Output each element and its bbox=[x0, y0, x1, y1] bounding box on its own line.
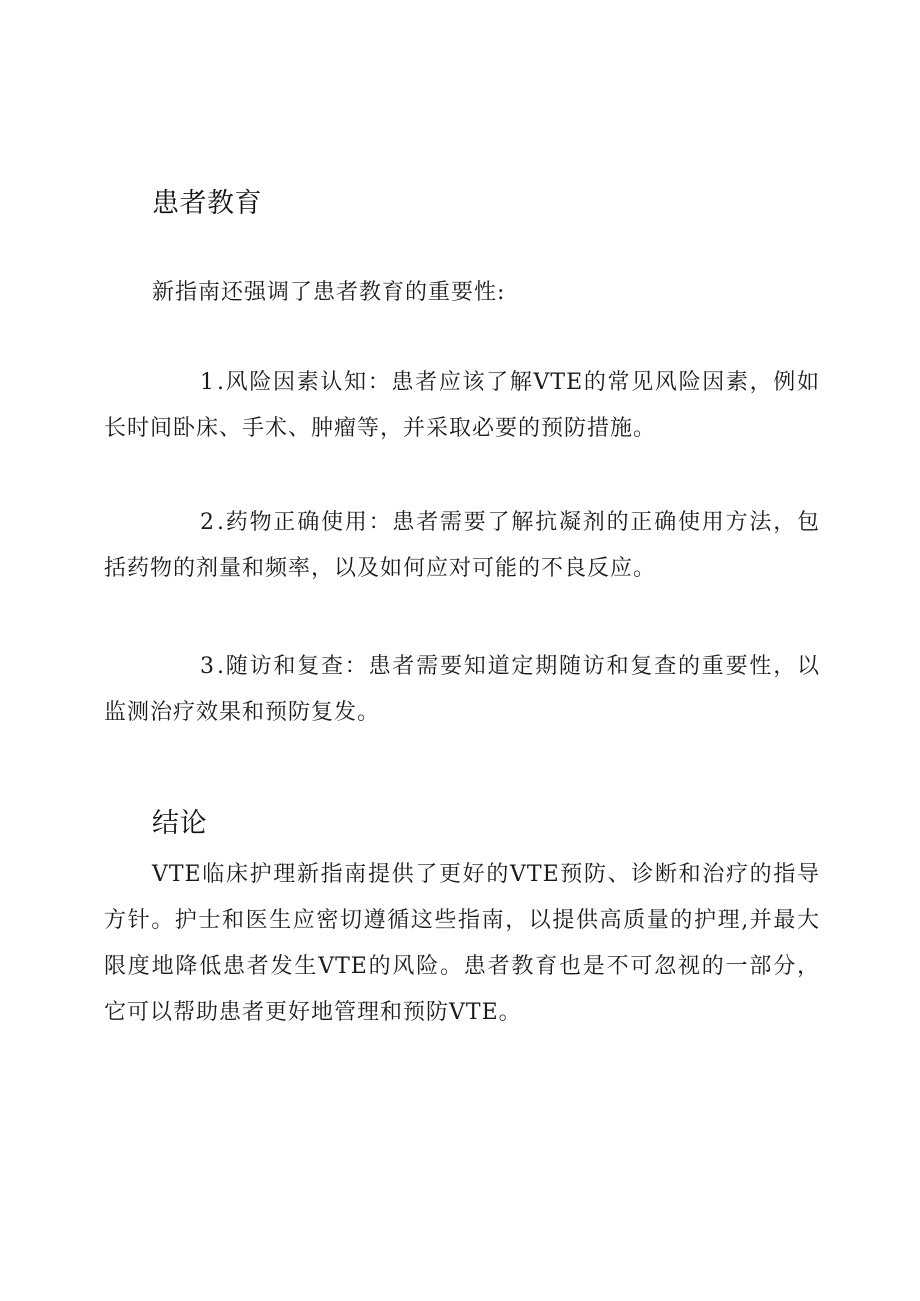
list-item-text: .风险因素认知：患者应该了解VTE的常见风险因素，例如长时间卧床、手术、肿瘤等，并采取必要的预防措施。 bbox=[104, 370, 820, 441]
list-item-number: 2 bbox=[200, 510, 215, 535]
conclusion-paragraph: VTE临床护理新指南提供了更好的VTE预防、诊断和治疗的指导方针。护士和医生应密切遵循这些指南，以提供高质量的护理,并最大限度地降低患者发生VTE的风险。患者教育也是不可忽视的一部分，它可以帮助患者更好地管理和预防VTE。 bbox=[104, 862, 820, 1025]
list-item-text: .随访和复查：患者需要知道定期随访和复查的重要性，以监测治疗效果和预防复发。 bbox=[104, 654, 820, 725]
education-intro-paragraph: 新指南还强调了患者教育的重要性: bbox=[152, 280, 506, 305]
education-list-item bbox=[104, 500, 820, 592]
education-list-item bbox=[104, 360, 820, 452]
education-list-item bbox=[104, 644, 820, 736]
list-item-number: 1 bbox=[200, 370, 215, 395]
list-item-number: 3 bbox=[200, 654, 215, 679]
list-item-text: .药物正确使用：患者需要了解抗凝剂的正确使用方法，包括药物的剂量和频率，以及如何应对可能的不良反应。 bbox=[104, 510, 820, 581]
section-heading-conclusion: 结论 bbox=[152, 808, 207, 839]
section-heading-patient-education: 患者教育 bbox=[152, 188, 262, 219]
